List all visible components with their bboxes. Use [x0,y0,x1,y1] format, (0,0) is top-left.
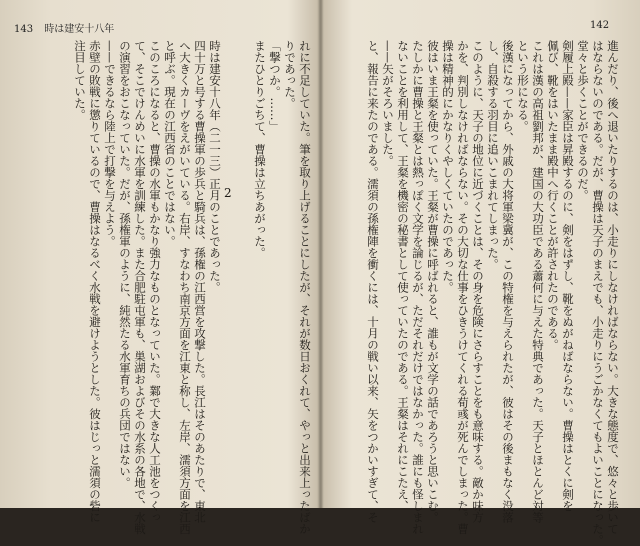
right-page-body [332,40,620,546]
text-column: 堂々と歩くことができるのだ。 [576,40,590,201]
text-column: 佩び、靴をはいたまま殿中へ行くことが許されたのである。 [546,40,560,351]
right-page-number: 142 [590,20,610,31]
section-number: 2 [224,186,232,200]
book-gutter [318,0,324,508]
text-column: 時は建安十八年（二一三）正月のことであった。 [208,40,222,293]
text-column: ないことを利用して、王粲を機密の秘書として使っていたのである。王粲はそれにこたえ、 [396,40,410,512]
text-column: たしかに曹操と王粲とは熱っぽく文学を論じるが、ただそれだけではなかった。誰にも怪しまれ [411,40,425,535]
left-running-head: 時は建安十八年 [44,24,115,35]
text-column: 四十万と号する曹操軍の歩兵と騎兵は、孫権の江西営を攻撃した。長江はそのあたりで、東北 [193,40,207,523]
section-spacer [222,40,252,484]
left-page-body [22,40,312,535]
text-column: 赤壁の敗戦に懲りているので、曹操はなるべく水戦を避けようとした。彼はじっと濡須の砦に [88,40,102,523]
text-column: 進んだり、後へ退いたりするのは、小走りにしなければならない。大きな態度で、悠々と歩いて [606,40,620,535]
text-column: し、自殺する羽目に追いこまれてしまった。 [486,40,500,270]
left-page-number: 143 [14,24,34,35]
text-column: ——できるなら陸上で打撃を与えよう。 [103,40,117,247]
text-column: このころになると、曹操の水軍もかなり強力なものとなっていた。鄴で大きな人工池をつくっ [148,40,162,523]
text-column: 彼はいま王粲を使っていた。王粲が曹操に呼ばれると、誰もが文学の話であろうと思いこむ。 [426,40,440,523]
text-column: またひとりごちて、曹操は立ちあがった。 [253,40,267,259]
text-column: はならないのである。だが、曹操は天子のまえでも、小走りにうごかなくてもよいことになった。 [591,40,605,546]
text-column: へ大きくカーヴをえがいている。右岸、すなわち南京方面を江東と称し、左岸、濡須方面を江西 [178,40,192,535]
text-column: の演習をおこなっていた。だが、孫権軍のように、純然たる水軍育ちの兵団ではない。 [118,40,132,489]
text-column: 後漢になってから、外戚の大将軍梁冀が、この特権を与えられたが、彼はその後まもなく没落 [501,40,515,523]
text-column: と、報告に来たのである。濡須の孫権陣を衝くには、十月の戦い以来、矢をつかいすぎて、そ [366,40,380,523]
text-column: 注目していた。 [73,40,87,121]
text-column: と呼ぶ。現在の江西省のことではない。 [163,40,177,247]
text-column: 剣履上殿——家臣は昇殿するのに、剣をはずし、靴をぬがねばならない。曹操はとくに剣を [561,40,575,512]
text-column: という形になる。 [516,40,530,132]
text-column: りであった。 [283,40,297,109]
text-column: 操は精神的にかなりくやしくていたのであった。 [441,40,455,293]
text-column: 「撃つか。……」 [268,40,282,132]
text-column: かを、判別しなければならない。その大切な仕事をひきうけてくれる荀彧が死んでしまった。曹 [456,40,470,535]
text-column: これは漢の高祖劉邦が、建国の大功臣である蕭何に与えた特典であった。天子とほとんど対等 [531,40,545,523]
text-column: て、そこでけんめいに水軍を訓練した。また合肥駐屯軍も、巣湖およびその水系の各地で、水戦 [133,40,147,535]
text-column: このように、天子の地位に近づくことは、その身を危険にさらすことをも意味する。敵か味方 [471,40,485,523]
text-column: ——矢がそろいました。 [381,40,395,167]
text-column: れに不足していた。筆を取り上げることにしたが、それが数日おくれて、やっと出来上ったばか [298,40,312,535]
left-page-header [14,20,114,35]
